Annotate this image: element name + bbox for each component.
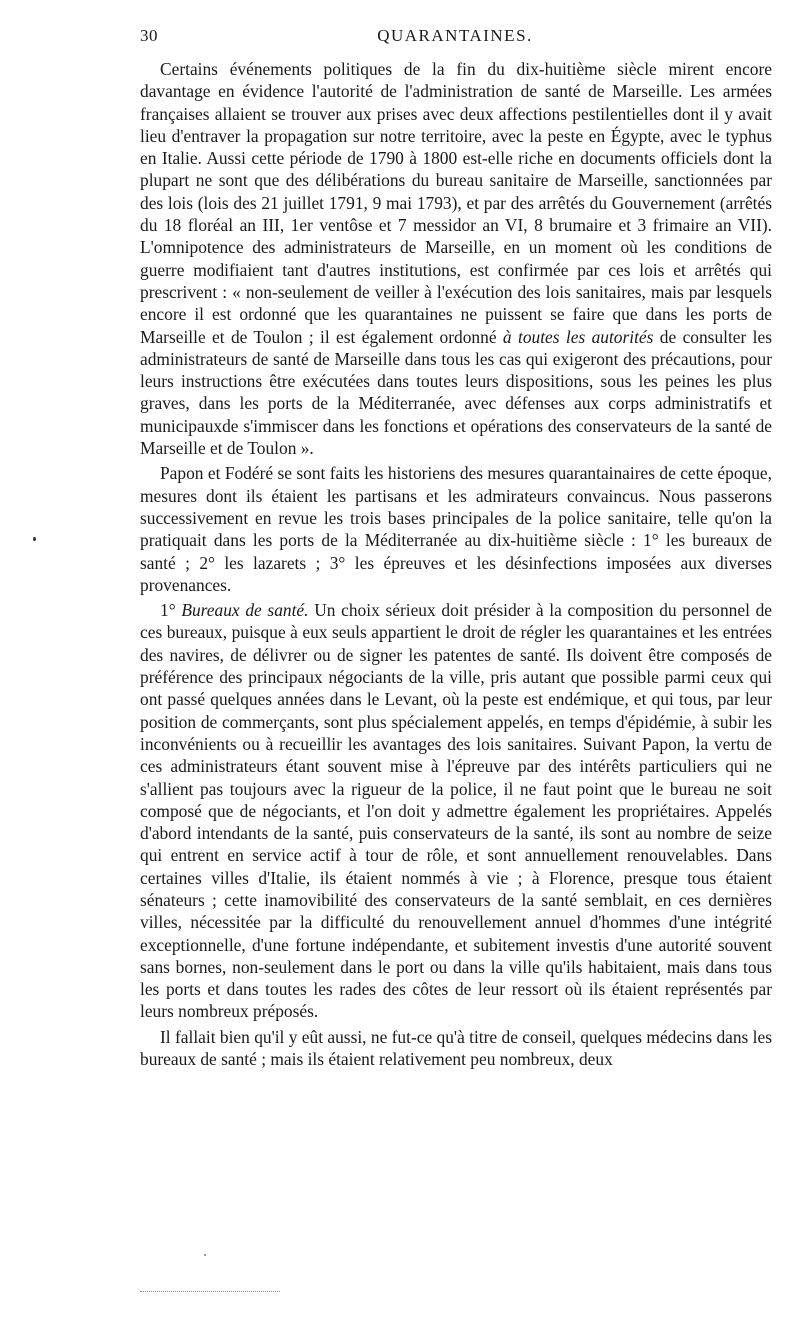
paragraph-text: Un choix sérieux doit présider à la composition du personnel de ces bureaux, puisque à eux seuls appartient le droit de régler les quarantaines et les entrées des navires, de délivrer ou de signer les patentes de santé. Ils doivent être composés de préférence des principaux négociants de la ville, pris autant que possible parmi ceux qui ont passé quelques années dans le Levant, où la peste est endémique, et qui tous, par leur position de commerçants, sont plus spécialement appelés, en temps d'épidémie, à subir les inconvénients ou à recueillir les avantages des lois sanitaires. Suivant Papon, la vertu de ces administrateurs étant souvent mise à l'épreuve par des intérêts particuliers qui ne s'allient pas toujours avec la rigueur de la police, il ne faut point que le bureau ne soit composé que de négociants, et l'on doit y admettre également les propriétaires. Appelés d'abord intendants de la santé, puis conservateurs de la santé, ils sont au nombre de seize qui entrent en service actif à tour de rôle, et sont annuellement renouvelables. Dans certaines villes d'Italie, ils étaient nommés à vie ; à Florence, presque tous étaient sénateurs ; cette inamovibilité des conservateurs de la santé semblait, en ces dernières villes, nécessitée par la difficulté du renouvellement annuel d'hommes d'une intégrité exceptionnelle, d'une fortune indépendante, et subitement investis d'une autorité souvent sans bornes, non-seulement dans le port ou dans la ville qu'ils habitaient, mais dans tous les ports et dans toutes les rades des côtes de leur ressort où ils étaient représentés par leurs nombreux préposés. [140,600,773,1022]
section-number: 1° [160,600,182,621]
body-text [140,58,772,1073]
running-title: QUARANTAINES. [377,26,533,45]
paragraph-text-continued: de consulter les administrateurs de santé de Marseille dans tous les cas qui exigeront des précautions, pour leurs instructions être exécutées dans toutes leurs dispositions, sous les peines les plus graves, dans les ports de la Méditerranée, avec défenses aux corps administratifs et municipauxde s'immiscer dans les fonctions et opérations des conservateurs de la santé de Marseille et de Toulon ». [140,326,773,459]
stray-ink-mark [33,537,36,541]
section-heading: Bureaux de santé. [181,600,309,621]
paragraph-text: Il fallait bien qu'il y eût aussi, ne fut-ce qu'à titre de conseil, quelques médecins dans les bureaux de santé ; mais ils étaient relativement peu nombreux, deux [140,1026,772,1070]
footer-mark [204,1254,206,1256]
paragraph-text: Papon et Fodéré se sont faits les historiens des mesures quarantainaires de cette époque, mesures dont ils étaient les partisans et les admirateurs convaincus. Nous passerons successivement en revue les trois bases principales de la police sanitaire, telle qu'on la pratiquait dans les ports de la Méditerranée au dix-huitième siècle : 1° les bureaux de santé ; 2° les lazarets ; 3° les épreuves et les désinfections imposées aux diverses provenances. [140,463,772,595]
italic-phrase: à toutes les autorités [502,326,654,347]
paragraph-bureaux-de-sante [140,599,772,1023]
paragraph-papon-fodere [140,462,772,596]
paragraph-text: Certains événements politiques de la fin du dix-huitième siècle mirent encore davantage en évidence l'autorité de l'administration de santé de Marseille. Les armées françaises allaient se trouver aux prises avec deux affections pestilentielles dont il y avait lieu d'entraver la propagation sur notre territoire, avec la peste en Égypte, avec le typhus en Italie. Aussi cette période de 1790 à 1800 est-elle riche en documents officiels dont la plupart ne sont que des délibérations du bureau sanitaire de Marseille, sanctionnées par des lois (lois des 21 juillet 1791, 9 mai 1793), et par des arrêtés du Gouvernement (arrêtés du 18 floréal an III, 1er ventôse et 7 messidor an VI, 8 brumaire et 3 frimaire an VII). L'omnipotence des administrateurs de Marseille, en un moment où les conditions de guerre modifiaient tant d'autres institutions, est confirmée par ces lois et arrêtés qui prescrivent : « non-seulement de veiller à l'exécution des lois sanitaires, mais par lesquels encore il est ordonné que les quarantaines ne puissent se faire que dans les ports de Marseille et de Toulon ; il est également ordonné [140,59,772,347]
page-number: 30 [140,26,158,45]
paragraph-political-events [140,58,772,459]
paragraph-medecins [140,1026,772,1071]
running-head [140,26,770,52]
footer-dotted-rule [140,1291,280,1292]
